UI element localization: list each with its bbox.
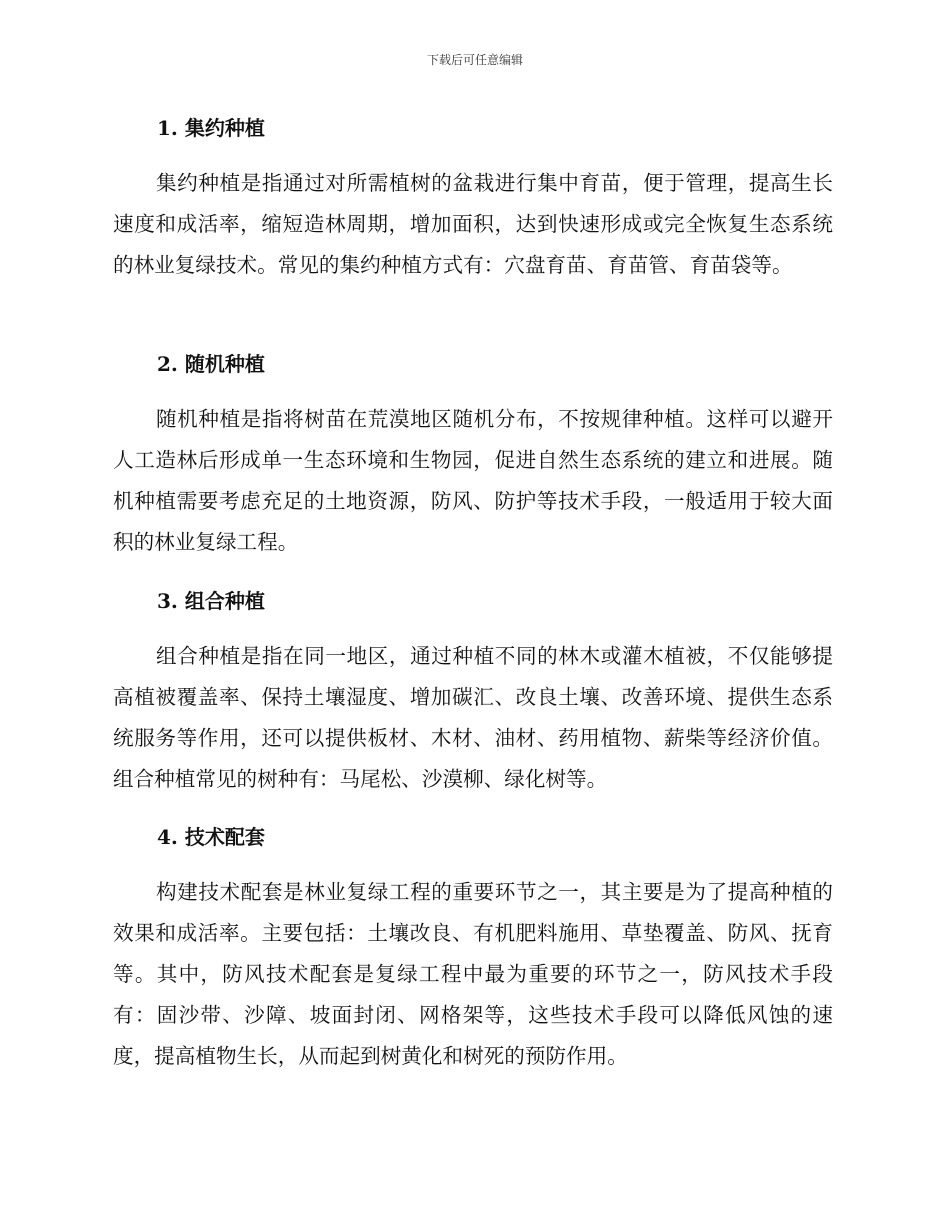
section-heading-1: 1. 集约种植	[157, 116, 265, 140]
page-header: 下载后可任意编辑	[426, 53, 523, 67]
section-heading-3: 3. 组合种植	[157, 589, 265, 613]
section-body-3: 组合种植是指在同一地区，通过种植不同的林木或灌木植被，不仅能够提高植被覆盖率、保持土壤湿度、增加碳汇、改良土壤、改善环境、提供生态系统服务等作用，还可以提供板材、木材、油材、药用植物、薪柴等经济价值。组合种植常见的树种有：马尾松、沙漠柳、绿化树等。	[113, 644, 833, 791]
section-body-4: 构建技术配套是林业复绿工程的重要环节之一，其主要是为了提高种植的效果和成活率。主要包括：土壤改良、有机肥料施用、草垫覆盖、防风、抚育等。其中，防风技术配套是复绿工程中最为重要的环节之一，防风技术手段有：固沙带、沙障、坡面封闭、网格架等，这些技术手段可以降低风蚀的速度，提高植物生长，从而起到树黄化和树死的预防作用。	[113, 880, 833, 1068]
section-body-2: 随机种植是指将树苗在荒漠地区随机分布，不按规律种植。这样可以避开人工造林后形成单一生态环境和生物园，促进自然生态系统的建立和进展。随机种植需要考虑充足的土地资源，防风、防护等技术手段，一般适用于较大面积的林业复绿工程。	[113, 407, 833, 554]
section-heading-2: 2. 随机种植	[157, 352, 265, 376]
section-body-1: 集约种植是指通过对所需植树的盆栽进行集中育苗，便于管理，提高生长速度和成活率，缩短造林周期，增加面积，达到快速形成或完全恢复生态系统的林业复绿技术。常见的集约种植方式有：穴盘育苗、育苗管、育苗袋等。	[113, 171, 833, 277]
section-heading-4: 4. 技术配套	[157, 825, 265, 849]
